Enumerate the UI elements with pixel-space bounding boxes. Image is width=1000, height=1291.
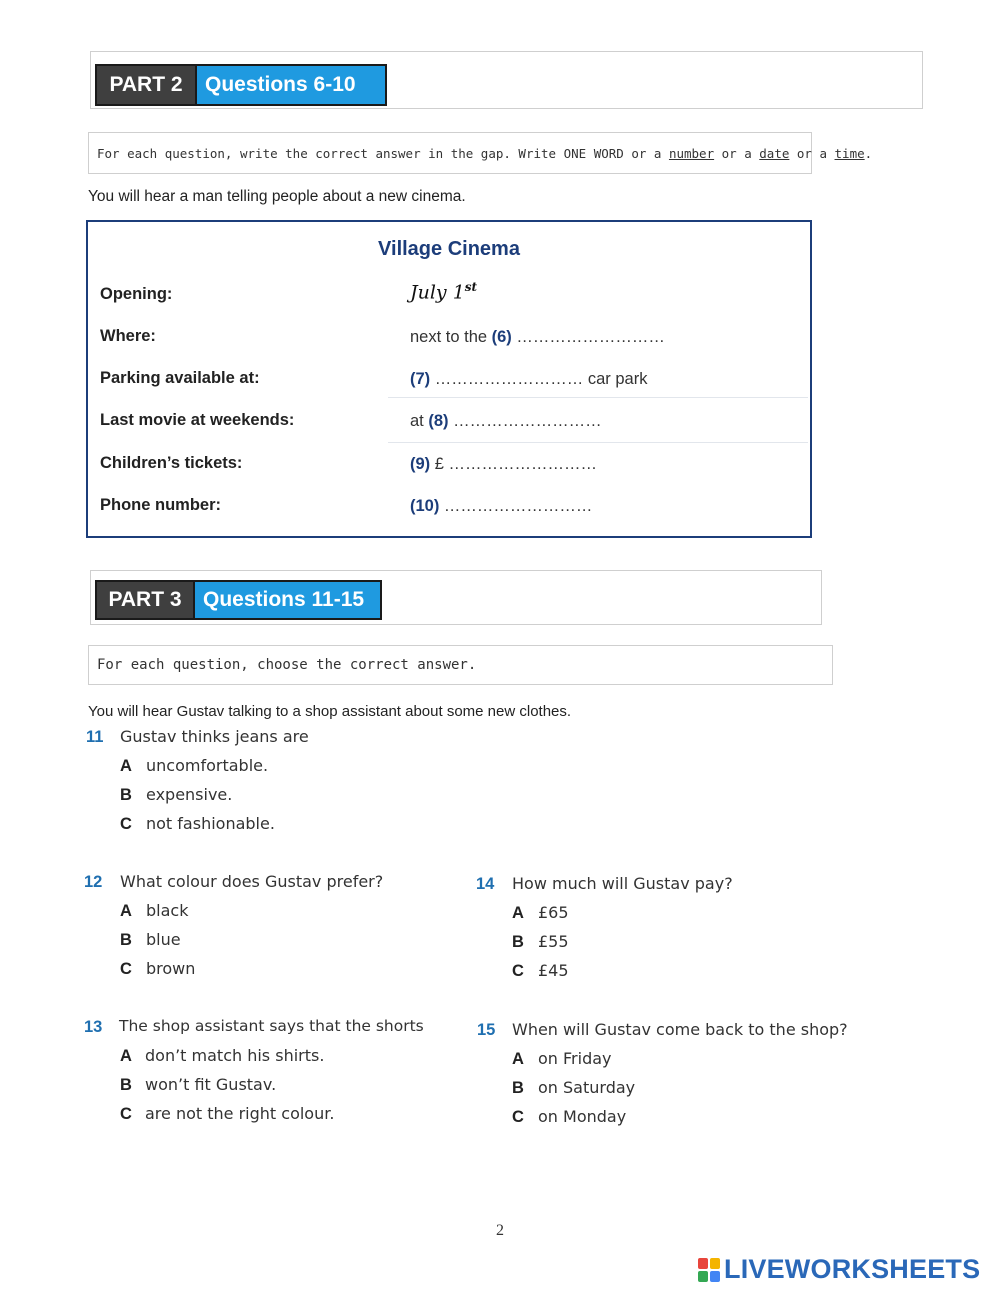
q13-option-a-letter[interactable]: A: [120, 1047, 132, 1065]
gap-6-number: (6): [491, 328, 512, 346]
gap-8-number: (8): [428, 412, 449, 430]
gap-9-dots: £ ………………………: [430, 455, 598, 473]
liveworksheets-logo-icon: [698, 1258, 720, 1282]
question-13-number: 13: [84, 1018, 103, 1036]
q13-option-c-letter[interactable]: C: [120, 1105, 132, 1123]
instr-time: time: [834, 145, 865, 161]
last-movie-prefix: at: [410, 412, 429, 430]
q14-option-b[interactable]: £55: [538, 932, 569, 951]
cinema-title: Village Cinema: [378, 238, 520, 260]
part2-questions-label: Questions 6-10: [197, 64, 387, 106]
instr-date: date: [759, 145, 790, 161]
q12-option-c-letter[interactable]: C: [120, 960, 132, 978]
instr-or1: or a: [714, 145, 760, 161]
row-divider: [388, 397, 808, 398]
row-value-last-movie[interactable]: [410, 412, 602, 431]
row-label-last-movie: Last movie at weekends:: [100, 411, 295, 429]
instr-end: .: [864, 145, 873, 161]
row-value-parking[interactable]: [410, 370, 647, 389]
gap-7-dots: ……………………… car park: [430, 370, 648, 388]
q13-option-c[interactable]: are not the right colour.: [145, 1104, 335, 1123]
q11-option-a-letter[interactable]: A: [120, 757, 132, 775]
q12-option-a[interactable]: black: [146, 901, 189, 920]
part3-label: PART 3: [95, 580, 195, 620]
q12-option-c[interactable]: brown: [146, 959, 196, 978]
opening-date-suffix: st: [464, 280, 478, 294]
gap-9-number: (9): [410, 455, 431, 473]
part2-label: PART 2: [95, 64, 197, 106]
row-value-phone[interactable]: [410, 497, 592, 516]
q11-option-c-letter[interactable]: C: [120, 815, 132, 833]
gap-7-number: (7): [410, 370, 431, 388]
gap-8-dots: ………………………: [448, 412, 602, 430]
q12-option-b[interactable]: blue: [146, 930, 181, 949]
q11-option-a[interactable]: uncomfortable.: [146, 756, 269, 775]
cinema-table: [86, 220, 812, 538]
gap-10-dots: ………………………: [439, 497, 593, 515]
question-15-text: When will Gustav come back to the shop?: [512, 1020, 848, 1039]
question-12-text: What colour does Gustav prefer?: [120, 872, 384, 891]
q14-option-a-letter[interactable]: A: [512, 904, 524, 922]
part3-instruction: For each question, choose the correct answer.: [88, 645, 833, 685]
q14-option-a[interactable]: £65: [538, 903, 569, 922]
part3-questions-label: Questions 11-15: [195, 580, 382, 620]
question-14-number: 14: [476, 875, 495, 893]
part2-instruction: [88, 132, 873, 174]
question-15-number: 15: [477, 1021, 496, 1039]
q13-option-b[interactable]: won’t fit Gustav.: [145, 1075, 277, 1094]
q14-option-b-letter[interactable]: B: [512, 933, 524, 951]
q14-option-c-letter[interactable]: C: [512, 962, 524, 980]
q11-option-b[interactable]: expensive.: [146, 785, 233, 804]
q15-option-a[interactable]: on Friday: [538, 1049, 612, 1068]
q15-option-b-letter[interactable]: B: [512, 1079, 524, 1097]
part3-intro: You will hear Gustav talking to a shop assistant about some new clothes.: [88, 703, 572, 720]
row-value-where[interactable]: [410, 328, 665, 347]
row-label-children-tickets: Children’s tickets:: [100, 454, 243, 472]
q11-option-c[interactable]: not fashionable.: [146, 814, 275, 833]
row-label-where: Where:: [100, 327, 156, 345]
row-label-parking: Parking available at:: [100, 369, 260, 387]
row-label-opening: Opening:: [100, 285, 173, 303]
q12-option-a-letter[interactable]: A: [120, 902, 132, 920]
question-12-number: 12: [84, 873, 103, 891]
instr-lead: For each question, write the correct answer in the gap. Write ONE WORD or a: [97, 145, 669, 161]
row-value-opening: [410, 280, 477, 303]
gap-10-number: (10): [410, 497, 440, 515]
q13-option-a[interactable]: don’t match his shirts.: [145, 1046, 325, 1065]
question-14-text: How much will Gustav pay?: [512, 874, 733, 893]
instr-number: number: [668, 145, 715, 161]
question-13-text: The shop assistant says that the shorts: [119, 1017, 424, 1035]
row-label-phone: Phone number:: [100, 496, 222, 514]
q14-option-c[interactable]: £45: [538, 961, 569, 980]
where-prefix: next to the: [410, 328, 492, 346]
row-value-children-tickets[interactable]: [410, 455, 597, 474]
instr-or2: or a: [789, 145, 835, 161]
row-divider: [388, 442, 808, 443]
q15-option-a-letter[interactable]: A: [512, 1050, 524, 1068]
opening-date: July 1: [410, 281, 465, 304]
liveworksheets-brand: LIVEWORKSHEETS: [724, 1254, 981, 1284]
q15-option-c-letter[interactable]: C: [512, 1108, 524, 1126]
liveworksheets-logo[interactable]: [698, 1254, 980, 1285]
question-11-text: Gustav thinks jeans are: [120, 727, 309, 746]
part2-intro: You will hear a man telling people about a new cinema.: [88, 188, 466, 205]
page-number: 2: [496, 1222, 504, 1239]
question-11-number: 11: [86, 728, 104, 746]
q12-option-b-letter[interactable]: B: [120, 931, 132, 949]
q15-option-c[interactable]: on Monday: [538, 1107, 627, 1126]
q11-option-b-letter[interactable]: B: [120, 786, 132, 804]
q15-option-b[interactable]: on Saturday: [538, 1078, 636, 1097]
q13-option-b-letter[interactable]: B: [120, 1076, 132, 1094]
gap-6-dots: ………………………: [511, 328, 665, 346]
